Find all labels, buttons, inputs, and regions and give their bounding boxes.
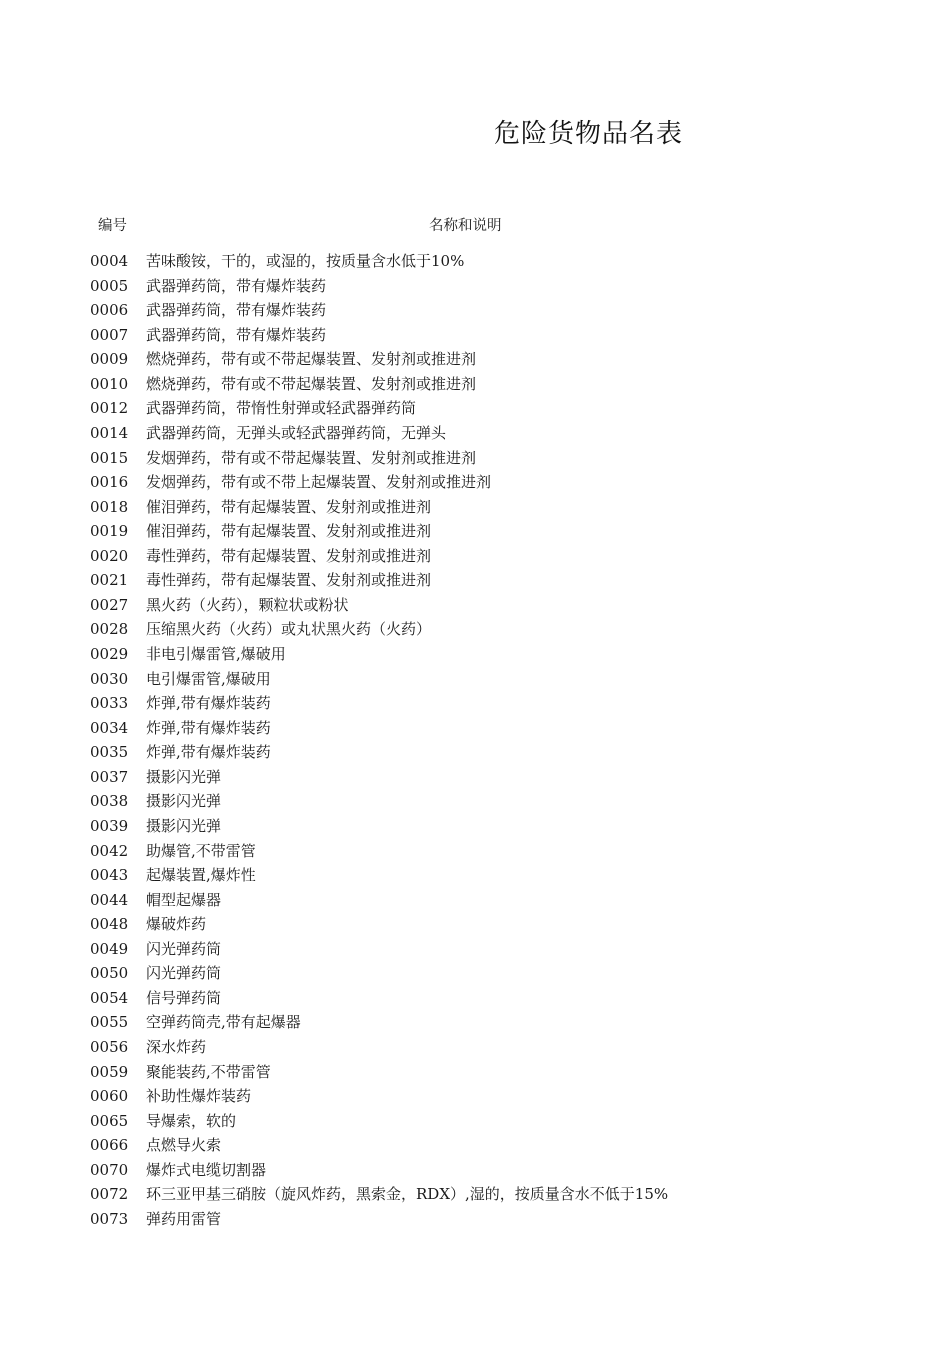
item-name: 燃烧弹药，带有或不带起爆装置、发射剂或推进剂 — [146, 350, 477, 369]
item-name: 武器弹药筒，带惰性射弹或轻武器弹药筒 — [146, 399, 417, 418]
item-code: 0034 — [90, 718, 129, 737]
item-name: 爆破炸药 — [146, 915, 207, 934]
item-name: 爆炸式电缆切割器 — [146, 1160, 267, 1179]
list-item — [0, 495, 950, 520]
list-item — [0, 347, 950, 372]
item-name: 武器弹药筒，带有爆炸装药 — [146, 276, 327, 295]
list-item — [0, 396, 950, 421]
item-code: 0016 — [90, 473, 129, 492]
item-code: 0042 — [90, 841, 129, 860]
list-item — [0, 298, 950, 323]
list-item — [0, 1084, 950, 1109]
item-code: 0007 — [90, 325, 129, 344]
list-item — [0, 1207, 950, 1232]
list-item — [0, 814, 950, 839]
item-name: 点燃导火索 — [146, 1136, 222, 1155]
list-item — [0, 1158, 950, 1183]
item-code: 0019 — [90, 522, 129, 541]
item-name: 炸弹,带有爆炸装药 — [146, 694, 271, 713]
item-code: 0033 — [90, 694, 129, 713]
item-code: 0059 — [90, 1062, 129, 1081]
item-code: 0037 — [90, 767, 129, 786]
item-code: 0050 — [90, 964, 129, 983]
list-item — [0, 617, 950, 642]
list-item — [0, 544, 950, 569]
item-name: 催泪弹药，带有起爆装置、发射剂或推进剂 — [146, 522, 432, 541]
list-item — [0, 716, 950, 741]
item-name: 摄影闪光弹 — [146, 792, 222, 811]
item-name: 环三亚甲基三硝胺（旋风炸药，黑索金，RDX）,湿的，按质量含水不低于15% — [146, 1185, 669, 1204]
column-header-code: 编号 — [98, 218, 127, 234]
item-name: 武器弹药筒，无弹头或轻武器弹药筒，无弹头 — [146, 423, 447, 442]
list-item — [0, 740, 950, 765]
item-code: 0014 — [90, 423, 129, 442]
list-item — [0, 593, 950, 618]
item-code: 0048 — [90, 915, 129, 934]
list-item — [0, 888, 950, 913]
list-item — [0, 249, 950, 274]
item-name: 非电引爆雷管,爆破用 — [146, 645, 286, 663]
item-name: 空弹药筒壳,带有起爆器 — [146, 1013, 301, 1032]
item-name: 起爆装置,爆炸性 — [146, 866, 256, 885]
item-name: 炸弹,带有爆炸装药 — [146, 718, 271, 737]
item-name: 武器弹药筒，带有爆炸装药 — [146, 301, 327, 320]
item-name: 电引爆雷管,爆破用 — [146, 669, 271, 688]
item-code: 0056 — [90, 1038, 129, 1056]
item-name: 帽型起爆器 — [146, 890, 222, 909]
item-name: 毒性弹药，带有起爆装置、发射剂或推进剂 — [146, 546, 432, 565]
item-name: 摄影闪光弹 — [146, 816, 222, 835]
item-code: 0065 — [90, 1111, 129, 1130]
list-item — [0, 372, 950, 397]
item-code: 0005 — [90, 276, 129, 295]
item-name: 聚能装药,不带雷管 — [146, 1062, 271, 1081]
list-item — [0, 765, 950, 790]
item-code: 0044 — [90, 890, 129, 909]
item-code: 0015 — [90, 448, 129, 467]
item-name: 发烟弹药，带有或不带起爆装置、发射剂或推进剂 — [146, 448, 477, 467]
item-name: 闪光弹药筒 — [146, 939, 222, 958]
list-item — [0, 667, 950, 692]
list-item — [0, 1133, 950, 1158]
item-code: 0038 — [90, 792, 129, 811]
list-item — [0, 470, 950, 495]
list-item — [0, 863, 950, 888]
item-name: 摄影闪光弹 — [146, 767, 222, 786]
list-item — [0, 568, 950, 593]
list-item — [0, 323, 950, 348]
list-item — [0, 274, 950, 299]
item-code: 0012 — [90, 399, 129, 418]
list-item — [0, 1010, 950, 1035]
list-item — [0, 519, 950, 544]
item-name: 黑火药（火药），颗粒状或粉状 — [146, 595, 349, 614]
item-code: 0020 — [90, 546, 129, 565]
item-code: 0004 — [90, 252, 129, 270]
item-code: 0027 — [90, 595, 129, 614]
item-name: 深水炸药 — [146, 1038, 207, 1056]
item-name: 催泪弹药，带有起爆装置、发射剂或推进剂 — [146, 497, 432, 516]
list-item — [0, 961, 950, 986]
column-header-name: 名称和说明 — [429, 218, 502, 234]
item-name: 压缩黑火药（火药）或丸状黑火药（火药） — [146, 620, 432, 639]
list-item — [0, 1182, 950, 1207]
item-code: 0006 — [90, 301, 129, 320]
document-title: 危险货物品名表 — [494, 119, 684, 149]
item-code: 0049 — [90, 939, 129, 958]
list-item — [0, 986, 950, 1011]
item-name: 助爆管,不带雷管 — [146, 841, 256, 860]
list-item — [0, 937, 950, 962]
item-code: 0035 — [90, 743, 129, 762]
item-name: 弹药用雷管 — [146, 1209, 222, 1228]
item-code: 0030 — [90, 669, 129, 688]
item-code: 0039 — [90, 816, 129, 835]
list-item — [0, 446, 950, 471]
item-code: 0010 — [90, 374, 129, 393]
list-item — [0, 421, 950, 446]
item-code: 0043 — [90, 866, 129, 885]
item-code: 0018 — [90, 497, 129, 516]
item-code: 0021 — [90, 571, 129, 590]
item-code: 0055 — [90, 1013, 129, 1032]
list-item — [0, 691, 950, 716]
item-code: 0066 — [90, 1136, 129, 1155]
item-name: 发烟弹药，带有或不带上起爆装置、发射剂或推进剂 — [146, 473, 492, 492]
item-code: 0054 — [90, 988, 129, 1007]
item-name: 炸弹,带有爆炸装药 — [146, 743, 271, 762]
item-name: 闪光弹药筒 — [146, 964, 222, 983]
item-name: 毒性弹药，带有起爆装置、发射剂或推进剂 — [146, 571, 432, 590]
list-item — [0, 642, 950, 667]
item-code: 0029 — [90, 645, 129, 663]
list-item — [0, 1060, 950, 1085]
list-item — [0, 1109, 950, 1134]
list-item — [0, 1035, 950, 1060]
item-name: 导爆索，软的 — [146, 1111, 237, 1130]
item-name: 武器弹药筒，带有爆炸装药 — [146, 325, 327, 344]
list-item — [0, 789, 950, 814]
item-code: 0073 — [90, 1209, 129, 1228]
item-code: 0070 — [90, 1160, 129, 1179]
item-name: 补助性爆炸装药 — [146, 1087, 252, 1106]
list-item — [0, 839, 950, 864]
item-name: 苦味酸铵，干的，或湿的，按质量含水低于10% — [146, 252, 465, 270]
item-name: 燃烧弹药，带有或不带起爆装置、发射剂或推进剂 — [146, 374, 477, 393]
item-name: 信号弹药筒 — [146, 988, 222, 1007]
item-code: 0060 — [90, 1087, 129, 1106]
list-item — [0, 912, 950, 937]
item-code: 0009 — [90, 350, 129, 369]
item-code: 0028 — [90, 620, 129, 639]
item-code: 0072 — [90, 1185, 129, 1204]
goods-list — [0, 249, 950, 1232]
